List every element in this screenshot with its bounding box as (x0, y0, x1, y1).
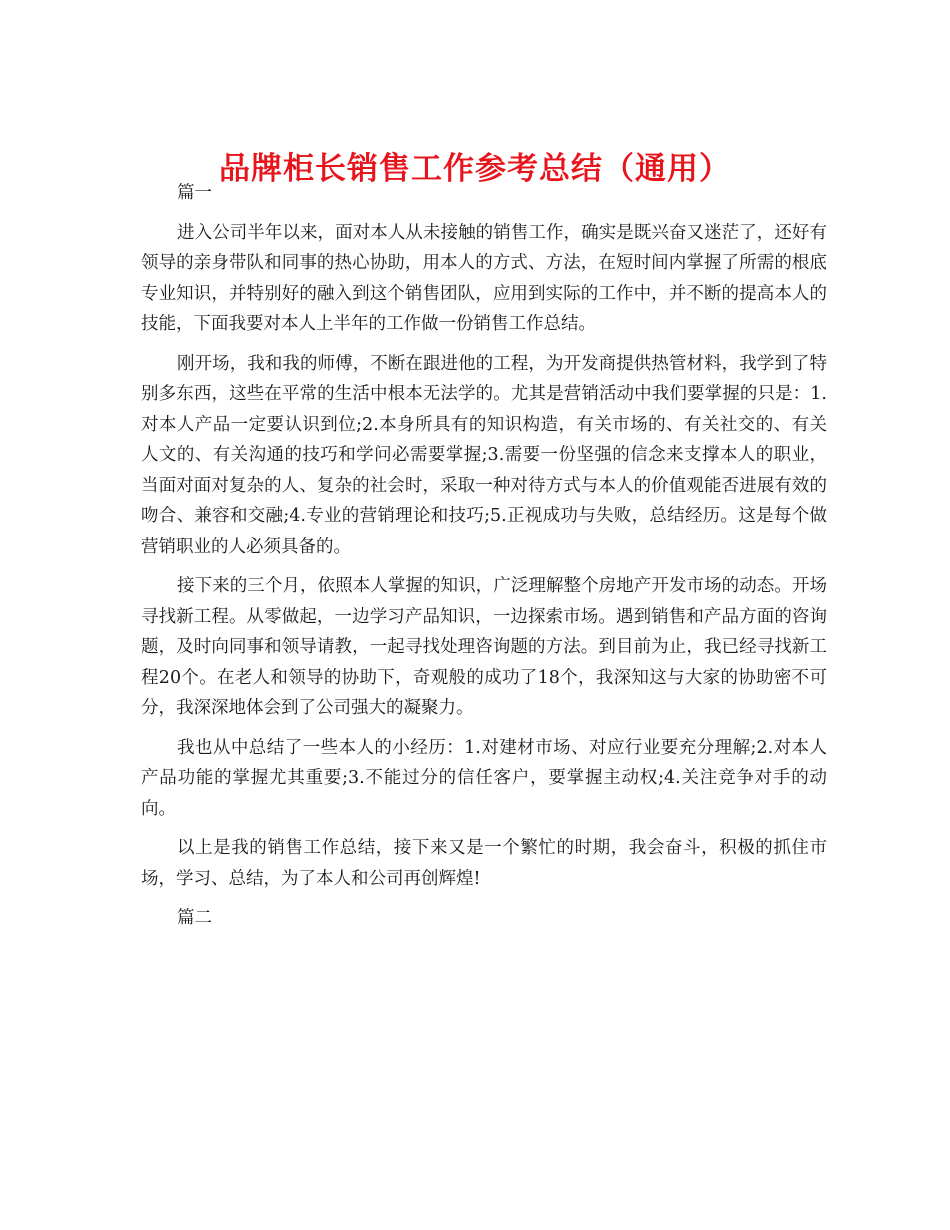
section-label-1: 篇一 (177, 183, 212, 203)
paragraph-5: 以上是我的销售工作总结，接下来又是一个繁忙的时期，我会奋斗，积极的抓住市场，学习、总结，为了本人和公司再创辉煌! (141, 838, 827, 889)
paragraph-3: 接下来的三个月，依照本人掌握的知识，广泛理解整个房地产开发市场的动态。开场寻找新工程。从零做起，一边学习产品知识，一边探索市场。遇到销售和产品方面的咨询题，及时向同事和领导请教，一起寻找处理咨询题的方法。到目前为止，我已经寻找新工程20个。在老人和领导的协助下，奇观般的成功了18个，我深知这与大家的协助密不可分，我深深地体会到了公司强大的凝聚力。 (141, 576, 827, 718)
document-title: 品牌柜长销售工作参考总结（通用） (219, 150, 731, 187)
section-label-2: 篇二 (177, 908, 212, 928)
document-body (141, 178, 827, 934)
paragraph-1: 进入公司半年以来，面对本人从未接触的销售工作，确实是既兴奋又迷茫了，还好有领导的亲身带队和同事的热心协助，用本人的方式、方法，在短时间内掌握了所需的根底专业知识，并特别好的融入到这个销售团队，应用到实际的工作中，并不断的提高本人的技能，下面我要对本人上半年的工作做一份销售工作总结。 (141, 222, 827, 334)
paragraph-2: 刚开场，我和我的师傅，不断在跟进他的工程，为开发商提供热管材料，我学到了特别多东西，这些在平常的生活中根本无法学的。尤其是营销活动中我们要掌握的只是：1.对本人产品一定要认识到位;2.本身所具有的知识构造，有关市场的、有关社交的、有关人文的、有关沟通的技巧和学问必需要掌握;3.需要一份坚强的信念来支撑本人的职业，当面对面对复杂的人、复杂的社会时，采取一种对待方式与本人的价值观能否进展有效的吻合、兼容和交融;4.专业的营销理论和技巧;5.正视成功与失败，总结经历。这是每个做营销职业的人必须具备的。 (141, 353, 827, 557)
paragraph-4: 我也从中总结了一些本人的小经历：1.对建材市场、对应行业要充分理解;2.对本人产品功能的掌握尤其重要;3.不能过分的信任客户，要掌握主动权;4.关注竞争对手的动向。 (141, 737, 827, 819)
